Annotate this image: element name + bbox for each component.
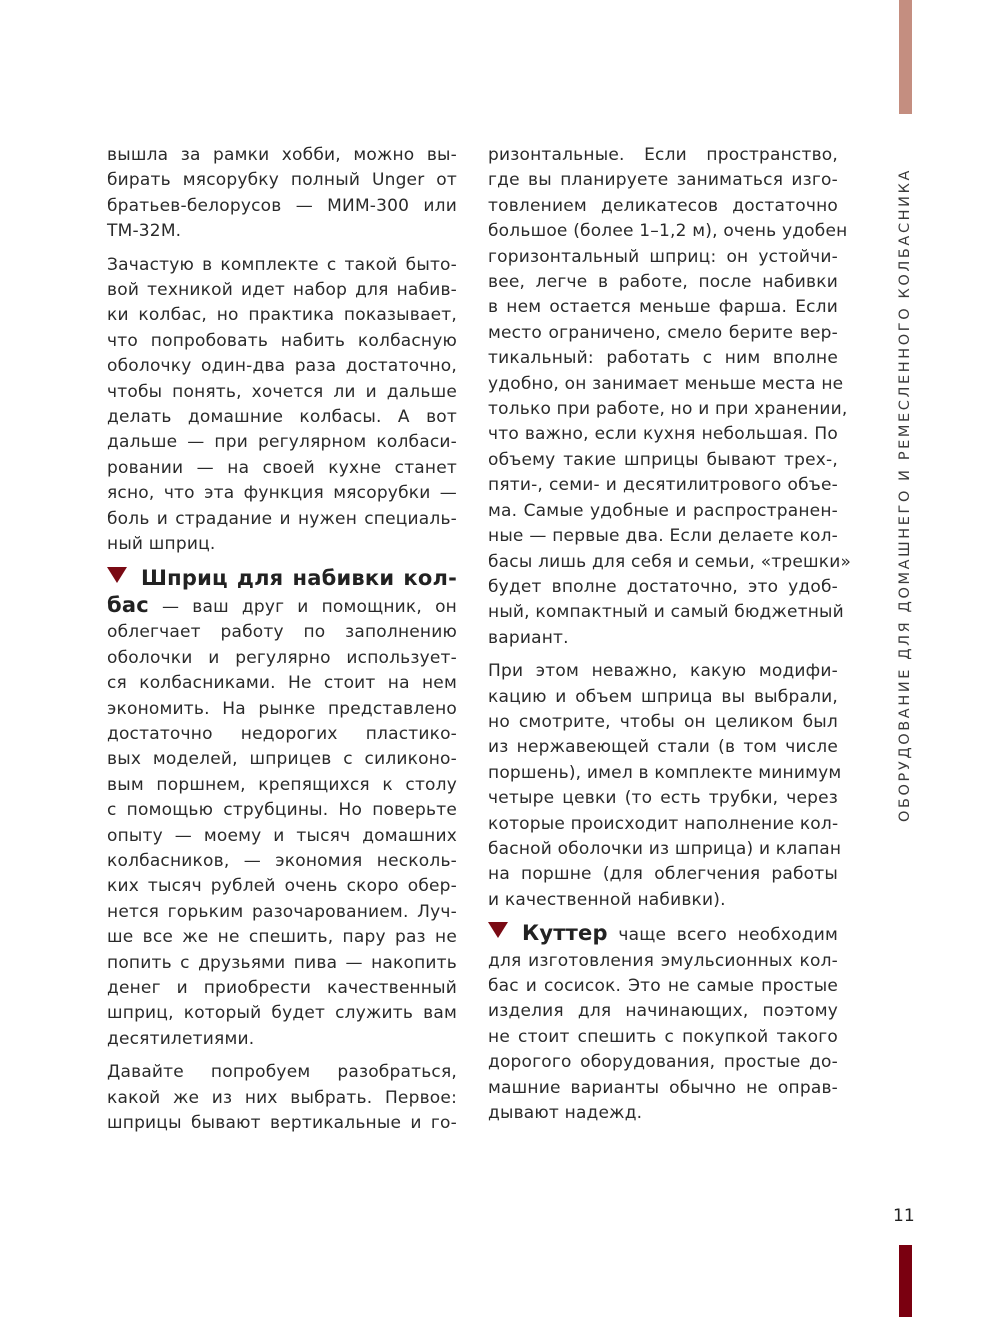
section-heading: Шприц для набивки кол- (107, 566, 457, 593)
right-column (488, 143, 852, 1134)
paragraph-intro: вышла за рамки хобби, можно вы- бирать мясорубку полный Unger от братьев-белорусов — МИМ-300 или ТМ-32М. (107, 145, 457, 242)
running-head: ОБОРУДОВАНИЕ ДЛЯ ДОМАШНЕГО И РЕМЕСЛЕННОГО КОЛБАСНИКА (897, 167, 913, 823)
page-number: 11 (893, 1206, 915, 1226)
section-cutter: Куттер чаще всего необходим для изготовления эмульсионных кол- бас и сосисок. Это не самые простые изделия для начинающих, поэтому не стоит спешить с покупкой такого дорогого оборудования, простые до- машние варианты обычно не оправ- дывают надежд. (488, 921, 838, 1124)
paragraph-stainless-steel: При этом неважно, какую модифи- кацию и объем шприца вы выбрали, но смотрите, чтобы он целиком был из нержавеющей стали (в том числе поршень), имел в комплекте минимум четыре цевки (то есть трубки, через которые происходит наполнение кол- басной оболочки из шприца) и клапан на поршне (для облегчения работы и качественной набивки). (488, 661, 842, 910)
chapter-color-bar-bottom (899, 1245, 912, 1317)
section-sausage-syringe: Шприц для набивки кол- бас — ваш друг и помощник, он облегчает работу по заполнению оболочки и регулярно использует- ся колбасниками. Не стоит на нем экономить. На рынке представлено достаточно недорогих пластико- вых моделей, шприцев с силиконо- вым поршнем, крепящихся к столу с помощью струбцины. Но поверьте опыту — моему и тысяч домашних колбасников, — экономия несколь- ких тысяч рублей очень скоро обер- нется горьким разочарованием. Луч- ше все же не спешить, пару раз не попить с друзьями пива — накопить денег и приобрести качественный шприц, который будет служить вам десятилетиями. (107, 565, 457, 1049)
triangle-bullet-icon (488, 922, 508, 938)
paragraph-choose-syringe: Давайте попробуем разобраться, какой же из них выбрать. Первое: шприцы бывают вертикальные и го- (107, 1062, 457, 1134)
left-column (107, 143, 457, 1144)
paragraph-grinder-kit: Зачастую в комплекте с такой быто- вой техникой идет набор для набив- ки колбас, но практика показывает, что попробовать набить колбасную оболочку один-два раза достаточно, чтобы понять, хочется ли и дальше делать домашние колбасы. А вот дальше — при регулярном колбаси- ровании — на своей кухне станет ясно, что эта функция мясорубки — боль и страдание и нужен специаль- ный шприц. (107, 254, 457, 555)
triangle-bullet-icon (107, 567, 127, 583)
section-heading: Куттер чаще всего необходим (488, 921, 838, 948)
chapter-color-bar-top (899, 0, 912, 114)
paragraph-horizontal-vertical: ризонтальные. Если пространство, где вы планируете заниматься изго- товлением деликатесов достаточно большое (более 1–1,2 м), очень удобен горизонтальный шприц: он устойчи- вее, легче в работе, после набивки в нем остается меньше фарша. Если место ограничено, смело берите вер- тикальный: работать с ним вполне удобно, он занимает меньше места не только при работе, но и при хранении, что важно, если кухня небольшая. По объему такие шприцы бывают трех-, пяти-, семи- и десятилитрового объе- ма. Самые удобные и распространен- ные — первые два. Если делаете кол- басы лишь для себя и семьи, «трешки» будет вполне достаточно, это удоб- ный, компактный и самый бюджетный вариант. (488, 145, 852, 648)
